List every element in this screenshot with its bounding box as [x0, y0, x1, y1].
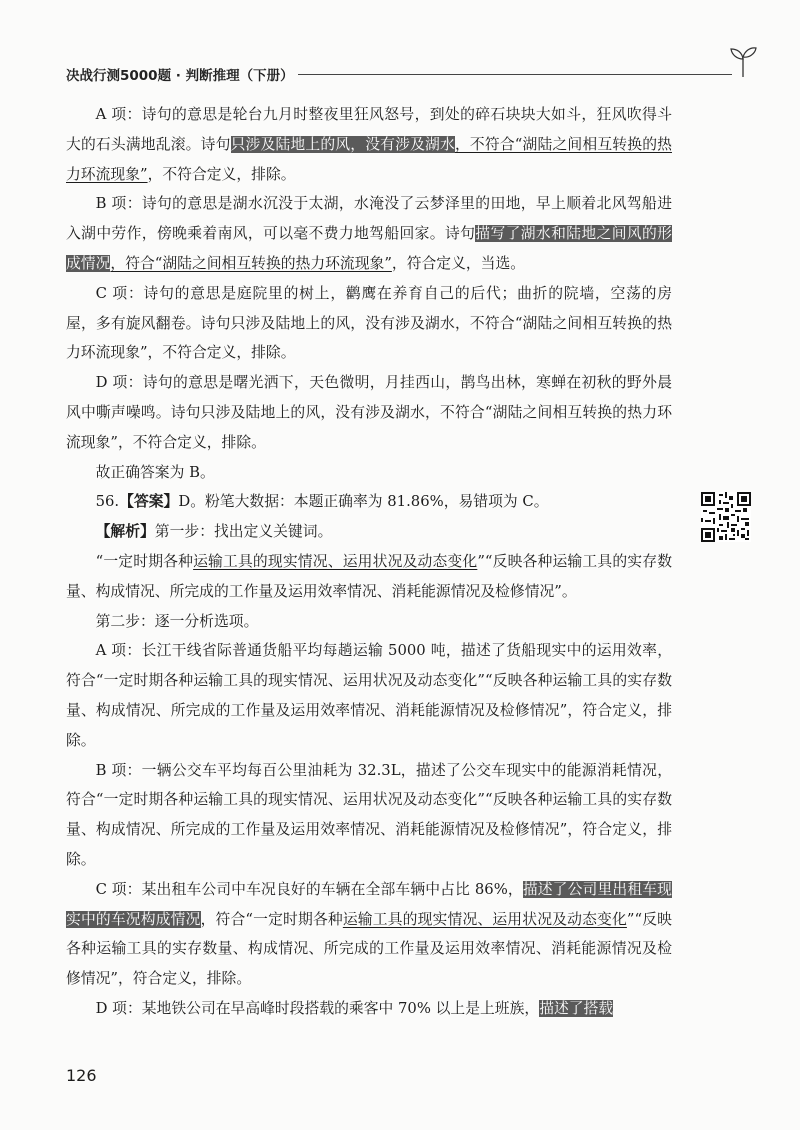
step-two: 第二步：逐一分析选项。	[95, 612, 259, 630]
highlight: 描述了公司里出租车现实中的车况构成情况	[66, 880, 672, 928]
answer-line: 56.【答案】D。粉笔大数据：本题正确率为 81.86%，易错项为 C。	[95, 493, 549, 511]
book-title: 决战行测5000题 · 判断推理（下册）	[66, 68, 294, 84]
highlight: 只涉及陆地上的风，没有涉及湖水	[230, 135, 455, 153]
correct-answer: 故正确答案为 B。	[95, 463, 215, 481]
option-a-poem: A 项：诗句的意思是轮台九月时整夜里狂风怒号，到处的碎石块块大如斗，狂风吹得斗大的石头满地乱滚。诗句只涉及陆地上的风，没有涉及湖水，不符合“湖陆之间相互转换的热力环流现象”，不符合定义，排除。	[66, 106, 672, 183]
analysis-line: 【解析】第一步：找出定义关键词。	[95, 523, 333, 541]
running-header	[66, 60, 766, 90]
option-b-poem: B 项：诗句的意思是湖水沉没于太湖，水淹没了云梦泽里的田地，早上顺着北风驾船进入湖中劳作，傍晚乘着南风，可以毫不费力地驾船回家。诗句描写了湖水和陆地之间风的形成情况，符合“湖陆之间相互转换的热力环流现象”，符合定义，当选。	[66, 195, 672, 272]
option-b-analysis: B 项：一辆公交车平均每百公里油耗为 32.3L，描述了公交车现实中的能源消耗情况，符合“一定时期各种运输工具的现实情况、运用状况及动态变化”“反映各种运输工具的实存数量、构成情况、所完成的工作量及运用效率情况、消耗能源情况及检修情况”，符合定义，排除。	[66, 761, 672, 868]
page-number: 126	[66, 1066, 97, 1085]
option-c-poem: C 项：诗句的意思是庭院里的树上，鹳鹰在养育自己的后代；曲折的院墙，空荡的房屋，多有旋风翻卷。诗句只涉及陆地上的风，没有涉及湖水，不符合“湖陆之间相互转换的热力环流现象”，不符合定义，排除。	[66, 284, 672, 362]
option-d-analysis: D 项：某地铁公司在早高峰时段搭载的乘客中 70% 以上是上班族，描述了搭载	[95, 999, 614, 1017]
header-rule	[298, 74, 732, 75]
highlight: 描述了搭载	[539, 999, 614, 1017]
option-d-poem: D 项：诗句的意思是曙光洒下，天色微明，月挂西山，鹊鸟出林，寒蝉在初秋的野外晨风中嘶声噪鸣。诗句只涉及陆地上的风，没有涉及湖水，不符合“湖陆之间相互转换的热力环流现象”，不符合定义，排除。	[66, 374, 672, 451]
definition-keywords: “一定时期各种运输工具的现实情况、运用状况及动态变化”“反映各种运输工具的实存数量、构成情况、所完成的工作量及运用效率情况、消耗能源情况及检修情况”。	[66, 552, 672, 600]
option-a-analysis: A 项：长江干线省际普通货船平均每趟运输 5000 吨，描述了货船现实中的运用效率，符合“一定时期各种运输工具的现实情况、运用状况及动态变化”“反映各种运输工具的实存数量、构成情况、所完成的工作量及运用效率情况、消耗能源情况及检修情况”，符合定义，排除。	[66, 642, 672, 749]
page-body	[66, 100, 672, 1024]
highlight: 描写了湖水和陆地之间风的形成情况	[66, 225, 672, 272]
option-c-analysis: C 项：某出租车公司中车况良好的车辆在全部车辆中占比 86%，描述了公司里出租车现实中的车况构成情况，符合“一定时期各种运输工具的现实情况、运用状况及动态变化”“反映各种运输工具的实存数量、构成情况、所完成的工作量及运用效率情况、消耗能源情况及检修情况”，符合定义，排除。	[66, 880, 672, 988]
qr-code-icon[interactable]	[701, 492, 751, 542]
sprout-icon	[728, 44, 758, 78]
